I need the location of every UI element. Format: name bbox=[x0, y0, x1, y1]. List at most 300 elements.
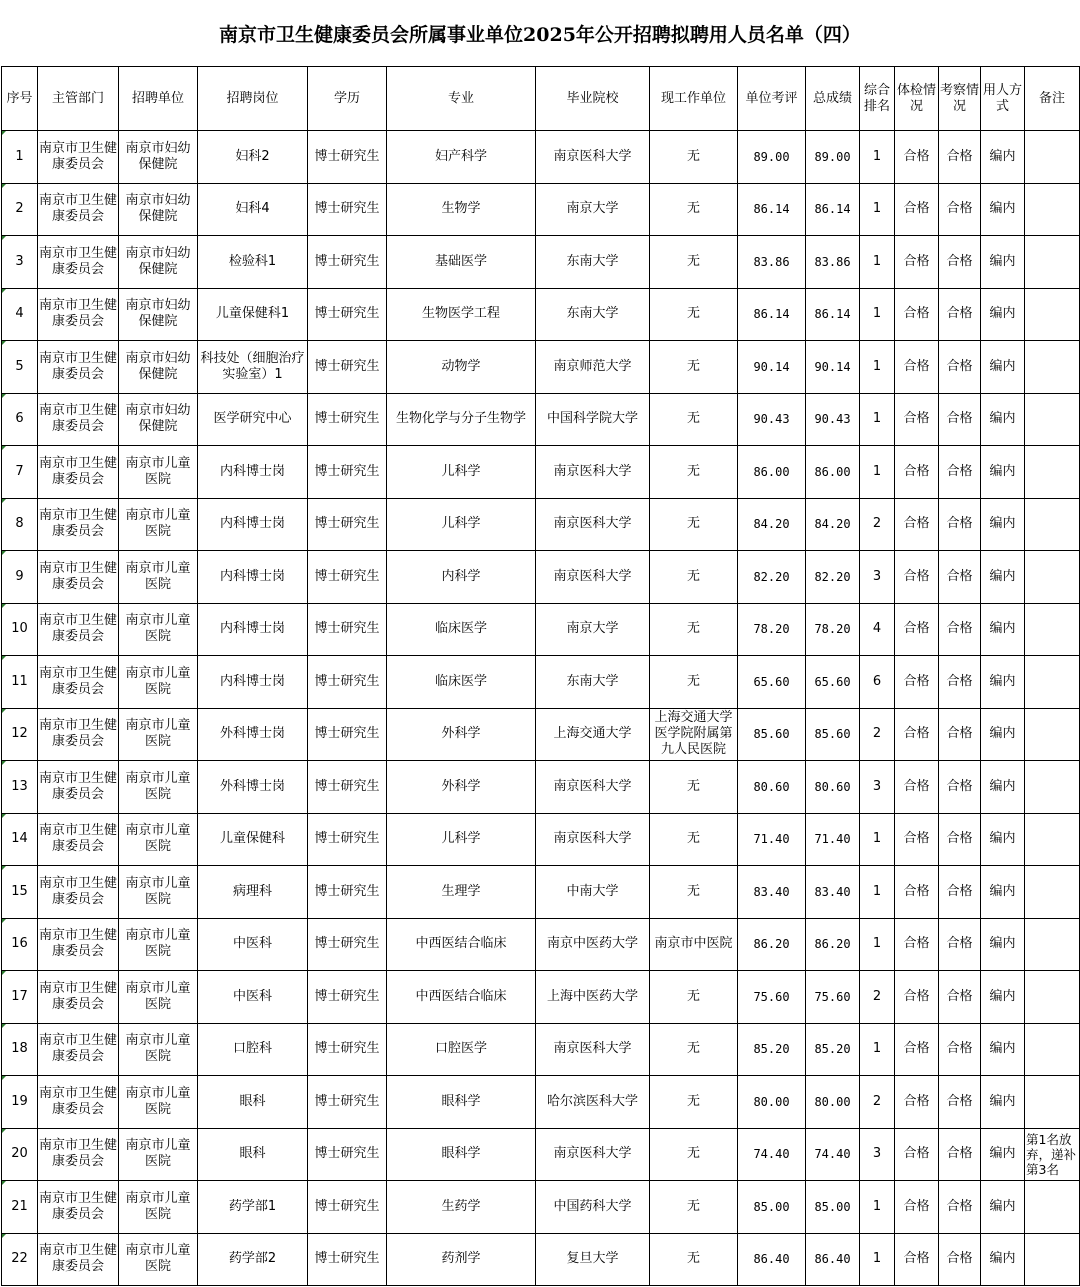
cell-school: 南京医科大学 bbox=[536, 498, 650, 551]
col-header-major: 专业 bbox=[387, 67, 536, 131]
cell-index: 4 bbox=[2, 288, 38, 341]
cell-school: 南京师范大学 bbox=[536, 341, 650, 394]
cell-major: 临床医学 bbox=[387, 656, 536, 709]
cell-major: 口腔医学 bbox=[387, 1023, 536, 1076]
cell-major: 生药学 bbox=[387, 1181, 536, 1234]
cell-unit-evaluation: 85.60 bbox=[738, 708, 806, 761]
cell-school: 中南大学 bbox=[536, 866, 650, 919]
cell-employer: 南京市儿童医院 bbox=[119, 551, 198, 604]
cell-inspection: 合格 bbox=[939, 971, 981, 1024]
cell-employer: 南京市妇幼保健院 bbox=[119, 393, 198, 446]
col-header-unit-evaluation: 单位考评 bbox=[738, 67, 806, 131]
cell-overall-rank: 1 bbox=[860, 1181, 895, 1234]
cell-index: 21 bbox=[2, 1181, 38, 1234]
cell-employment-type: 编内 bbox=[981, 603, 1025, 656]
cell-current-employer: 无 bbox=[650, 1023, 738, 1076]
cell-employer: 南京市妇幼保健院 bbox=[119, 288, 198, 341]
cell-index: 9 bbox=[2, 551, 38, 604]
cell-remarks bbox=[1025, 498, 1080, 551]
table-row bbox=[2, 288, 1080, 341]
cell-employment-type: 编内 bbox=[981, 498, 1025, 551]
cell-medical-check: 合格 bbox=[895, 236, 939, 289]
cell-school: 东南大学 bbox=[536, 656, 650, 709]
cell-position: 中医科 bbox=[198, 918, 308, 971]
cell-overall-rank: 6 bbox=[860, 656, 895, 709]
cell-unit-evaluation: 90.43 bbox=[738, 393, 806, 446]
cell-position: 眼科 bbox=[198, 1128, 308, 1181]
cell-degree: 博士研究生 bbox=[308, 288, 387, 341]
table-row bbox=[2, 656, 1080, 709]
col-header-department: 主管部门 bbox=[38, 67, 119, 131]
cell-degree: 博士研究生 bbox=[308, 1233, 387, 1286]
table-row bbox=[2, 918, 1080, 971]
col-header-index: 序号 bbox=[2, 67, 38, 131]
cell-employer: 南京市儿童医院 bbox=[119, 708, 198, 761]
cell-degree: 博士研究生 bbox=[308, 236, 387, 289]
cell-school: 南京大学 bbox=[536, 603, 650, 656]
cell-position: 内科博士岗 bbox=[198, 656, 308, 709]
cell-school: 南京中医药大学 bbox=[536, 918, 650, 971]
cell-medical-check: 合格 bbox=[895, 813, 939, 866]
cell-employment-type: 编内 bbox=[981, 131, 1025, 184]
cell-degree: 博士研究生 bbox=[308, 1181, 387, 1234]
cell-remarks bbox=[1025, 1181, 1080, 1234]
cell-employer: 南京市儿童医院 bbox=[119, 1233, 198, 1286]
recruitment-table bbox=[1, 66, 1080, 1286]
col-header-inspection: 考察情况 bbox=[939, 67, 981, 131]
cell-school: 南京医科大学 bbox=[536, 1128, 650, 1181]
cell-position: 内科博士岗 bbox=[198, 551, 308, 604]
cell-overall-rank: 1 bbox=[860, 813, 895, 866]
cell-employment-type: 编内 bbox=[981, 866, 1025, 919]
cell-employment-type: 编内 bbox=[981, 183, 1025, 236]
cell-department: 南京市卫生健康委员会 bbox=[38, 236, 119, 289]
cell-current-employer: 无 bbox=[650, 1076, 738, 1129]
cell-major: 儿科学 bbox=[387, 498, 536, 551]
cell-employment-type: 编内 bbox=[981, 708, 1025, 761]
cell-position: 中医科 bbox=[198, 971, 308, 1024]
cell-index: 19 bbox=[2, 1076, 38, 1129]
cell-employment-type: 编内 bbox=[981, 341, 1025, 394]
cell-department: 南京市卫生健康委员会 bbox=[38, 446, 119, 499]
cell-total-score: 86.20 bbox=[806, 918, 860, 971]
cell-unit-evaluation: 86.14 bbox=[738, 183, 806, 236]
cell-degree: 博士研究生 bbox=[308, 971, 387, 1024]
cell-current-employer: 无 bbox=[650, 656, 738, 709]
table-row bbox=[2, 603, 1080, 656]
cell-unit-evaluation: 75.60 bbox=[738, 971, 806, 1024]
cell-major: 中西医结合临床 bbox=[387, 918, 536, 971]
cell-current-employer: 无 bbox=[650, 183, 738, 236]
cell-medical-check: 合格 bbox=[895, 1023, 939, 1076]
cell-overall-rank: 1 bbox=[860, 183, 895, 236]
table-row bbox=[2, 236, 1080, 289]
cell-total-score: 83.40 bbox=[806, 866, 860, 919]
cell-school: 中国科学院大学 bbox=[536, 393, 650, 446]
cell-remarks bbox=[1025, 446, 1080, 499]
cell-department: 南京市卫生健康委员会 bbox=[38, 603, 119, 656]
cell-school: 复旦大学 bbox=[536, 1233, 650, 1286]
cell-department: 南京市卫生健康委员会 bbox=[38, 1023, 119, 1076]
cell-current-employer: 无 bbox=[650, 341, 738, 394]
cell-remarks bbox=[1025, 866, 1080, 919]
header-row bbox=[2, 67, 1080, 131]
cell-department: 南京市卫生健康委员会 bbox=[38, 761, 119, 814]
cell-total-score: 86.14 bbox=[806, 288, 860, 341]
col-header-total-score: 总成绩 bbox=[806, 67, 860, 131]
cell-overall-rank: 1 bbox=[860, 288, 895, 341]
cell-total-score: 75.60 bbox=[806, 971, 860, 1024]
table-row bbox=[2, 446, 1080, 499]
table-row bbox=[2, 708, 1080, 761]
cell-employer: 南京市儿童医院 bbox=[119, 1181, 198, 1234]
table-row bbox=[2, 498, 1080, 551]
cell-school: 南京医科大学 bbox=[536, 813, 650, 866]
cell-medical-check: 合格 bbox=[895, 918, 939, 971]
cell-major: 内科学 bbox=[387, 551, 536, 604]
cell-position: 医学研究中心 bbox=[198, 393, 308, 446]
cell-index: 17 bbox=[2, 971, 38, 1024]
cell-employment-type: 编内 bbox=[981, 761, 1025, 814]
cell-total-score: 86.14 bbox=[806, 183, 860, 236]
cell-school: 南京医科大学 bbox=[536, 446, 650, 499]
cell-overall-rank: 2 bbox=[860, 971, 895, 1024]
cell-current-employer: 无 bbox=[650, 971, 738, 1024]
cell-index: 18 bbox=[2, 1023, 38, 1076]
col-header-overall-rank: 综合排名 bbox=[860, 67, 895, 131]
cell-employer: 南京市儿童医院 bbox=[119, 971, 198, 1024]
cell-current-employer: 无 bbox=[650, 1128, 738, 1181]
cell-inspection: 合格 bbox=[939, 1181, 981, 1234]
cell-overall-rank: 2 bbox=[860, 708, 895, 761]
cell-unit-evaluation: 83.40 bbox=[738, 866, 806, 919]
cell-total-score: 85.60 bbox=[806, 708, 860, 761]
cell-degree: 博士研究生 bbox=[308, 918, 387, 971]
cell-total-score: 90.14 bbox=[806, 341, 860, 394]
cell-inspection: 合格 bbox=[939, 656, 981, 709]
cell-unit-evaluation: 89.00 bbox=[738, 131, 806, 184]
col-header-employer: 招聘单位 bbox=[119, 67, 198, 131]
cell-employer: 南京市儿童医院 bbox=[119, 918, 198, 971]
cell-major: 基础医学 bbox=[387, 236, 536, 289]
cell-position: 科技处（细胞治疗实验室）1 bbox=[198, 341, 308, 394]
cell-position: 内科博士岗 bbox=[198, 446, 308, 499]
cell-medical-check: 合格 bbox=[895, 551, 939, 604]
cell-index: 14 bbox=[2, 813, 38, 866]
cell-medical-check: 合格 bbox=[895, 183, 939, 236]
cell-major: 临床医学 bbox=[387, 603, 536, 656]
cell-department: 南京市卫生健康委员会 bbox=[38, 288, 119, 341]
page-title: 南京市卫生健康委员会所属事业单位2025年公开招聘拟聘用人员名单（四） bbox=[219, 23, 861, 46]
cell-overall-rank: 2 bbox=[860, 498, 895, 551]
cell-degree: 博士研究生 bbox=[308, 1023, 387, 1076]
cell-remarks: 第1名放弃，递补第3名 bbox=[1025, 1128, 1080, 1181]
cell-medical-check: 合格 bbox=[895, 341, 939, 394]
cell-current-employer: 无 bbox=[650, 498, 738, 551]
cell-position: 口腔科 bbox=[198, 1023, 308, 1076]
cell-total-score: 80.00 bbox=[806, 1076, 860, 1129]
cell-degree: 博士研究生 bbox=[308, 813, 387, 866]
cell-employment-type: 编内 bbox=[981, 288, 1025, 341]
cell-remarks bbox=[1025, 813, 1080, 866]
cell-employment-type: 编内 bbox=[981, 1233, 1025, 1286]
cell-overall-rank: 1 bbox=[860, 866, 895, 919]
cell-index: 11 bbox=[2, 656, 38, 709]
cell-inspection: 合格 bbox=[939, 341, 981, 394]
cell-school: 上海中医药大学 bbox=[536, 971, 650, 1024]
cell-department: 南京市卫生健康委员会 bbox=[38, 866, 119, 919]
cell-department: 南京市卫生健康委员会 bbox=[38, 183, 119, 236]
cell-school: 南京医科大学 bbox=[536, 761, 650, 814]
cell-current-employer: 无 bbox=[650, 603, 738, 656]
cell-position: 内科博士岗 bbox=[198, 603, 308, 656]
cell-department: 南京市卫生健康委员会 bbox=[38, 393, 119, 446]
cell-employment-type: 编内 bbox=[981, 393, 1025, 446]
cell-current-employer: 无 bbox=[650, 288, 738, 341]
cell-medical-check: 合格 bbox=[895, 603, 939, 656]
cell-department: 南京市卫生健康委员会 bbox=[38, 813, 119, 866]
cell-employment-type: 编内 bbox=[981, 813, 1025, 866]
cell-employment-type: 编内 bbox=[981, 446, 1025, 499]
table-row bbox=[2, 1023, 1080, 1076]
cell-index: 7 bbox=[2, 446, 38, 499]
cell-current-employer: 无 bbox=[650, 236, 738, 289]
cell-overall-rank: 4 bbox=[860, 603, 895, 656]
cell-department: 南京市卫生健康委员会 bbox=[38, 551, 119, 604]
cell-unit-evaluation: 84.20 bbox=[738, 498, 806, 551]
cell-employer: 南京市儿童医院 bbox=[119, 498, 198, 551]
cell-unit-evaluation: 85.20 bbox=[738, 1023, 806, 1076]
cell-index: 15 bbox=[2, 866, 38, 919]
cell-medical-check: 合格 bbox=[895, 446, 939, 499]
cell-school: 南京大学 bbox=[536, 183, 650, 236]
cell-index: 3 bbox=[2, 236, 38, 289]
cell-degree: 博士研究生 bbox=[308, 708, 387, 761]
cell-school: 南京医科大学 bbox=[536, 1023, 650, 1076]
cell-index: 13 bbox=[2, 761, 38, 814]
cell-degree: 博士研究生 bbox=[308, 866, 387, 919]
cell-inspection: 合格 bbox=[939, 918, 981, 971]
cell-employer: 南京市儿童医院 bbox=[119, 603, 198, 656]
cell-major: 外科学 bbox=[387, 708, 536, 761]
cell-degree: 博士研究生 bbox=[308, 446, 387, 499]
cell-index: 1 bbox=[2, 131, 38, 184]
cell-total-score: 84.20 bbox=[806, 498, 860, 551]
cell-inspection: 合格 bbox=[939, 446, 981, 499]
cell-position: 外科博士岗 bbox=[198, 708, 308, 761]
cell-school: 东南大学 bbox=[536, 288, 650, 341]
cell-department: 南京市卫生健康委员会 bbox=[38, 1181, 119, 1234]
cell-overall-rank: 1 bbox=[860, 341, 895, 394]
cell-school: 中国药科大学 bbox=[536, 1181, 650, 1234]
cell-degree: 博士研究生 bbox=[308, 761, 387, 814]
cell-total-score: 85.00 bbox=[806, 1181, 860, 1234]
cell-department: 南京市卫生健康委员会 bbox=[38, 708, 119, 761]
cell-total-score: 89.00 bbox=[806, 131, 860, 184]
cell-medical-check: 合格 bbox=[895, 1181, 939, 1234]
cell-medical-check: 合格 bbox=[895, 1233, 939, 1286]
cell-department: 南京市卫生健康委员会 bbox=[38, 971, 119, 1024]
cell-current-employer: 无 bbox=[650, 131, 738, 184]
table-row bbox=[2, 1233, 1080, 1286]
cell-degree: 博士研究生 bbox=[308, 551, 387, 604]
cell-degree: 博士研究生 bbox=[308, 183, 387, 236]
table-row bbox=[2, 866, 1080, 919]
cell-department: 南京市卫生健康委员会 bbox=[38, 341, 119, 394]
col-header-degree: 学历 bbox=[308, 67, 387, 131]
table-row bbox=[2, 1181, 1080, 1234]
cell-major: 儿科学 bbox=[387, 813, 536, 866]
cell-position: 妇科2 bbox=[198, 131, 308, 184]
cell-position: 药学部2 bbox=[198, 1233, 308, 1286]
cell-employer: 南京市儿童医院 bbox=[119, 656, 198, 709]
cell-current-employer: 上海交通大学医学院附属第九人民医院 bbox=[650, 708, 738, 761]
cell-employer: 南京市儿童医院 bbox=[119, 1076, 198, 1129]
cell-position: 检验科1 bbox=[198, 236, 308, 289]
cell-position: 内科博士岗 bbox=[198, 498, 308, 551]
cell-remarks bbox=[1025, 236, 1080, 289]
cell-remarks bbox=[1025, 131, 1080, 184]
cell-inspection: 合格 bbox=[939, 708, 981, 761]
cell-total-score: 74.40 bbox=[806, 1128, 860, 1181]
cell-overall-rank: 1 bbox=[860, 1023, 895, 1076]
cell-total-score: 86.00 bbox=[806, 446, 860, 499]
cell-department: 南京市卫生健康委员会 bbox=[38, 1128, 119, 1181]
cell-remarks bbox=[1025, 1023, 1080, 1076]
cell-current-employer: 无 bbox=[650, 551, 738, 604]
cell-inspection: 合格 bbox=[939, 761, 981, 814]
cell-employment-type: 编内 bbox=[981, 918, 1025, 971]
cell-degree: 博士研究生 bbox=[308, 498, 387, 551]
cell-remarks bbox=[1025, 183, 1080, 236]
cell-unit-evaluation: 86.00 bbox=[738, 446, 806, 499]
cell-department: 南京市卫生健康委员会 bbox=[38, 1076, 119, 1129]
cell-position: 眼科 bbox=[198, 1076, 308, 1129]
cell-overall-rank: 1 bbox=[860, 131, 895, 184]
cell-department: 南京市卫生健康委员会 bbox=[38, 131, 119, 184]
cell-current-employer: 无 bbox=[650, 813, 738, 866]
cell-school: 东南大学 bbox=[536, 236, 650, 289]
cell-school: 南京医科大学 bbox=[536, 131, 650, 184]
cell-major: 妇产科学 bbox=[387, 131, 536, 184]
cell-remarks bbox=[1025, 393, 1080, 446]
cell-inspection: 合格 bbox=[939, 1128, 981, 1181]
cell-remarks bbox=[1025, 551, 1080, 604]
cell-medical-check: 合格 bbox=[895, 971, 939, 1024]
table-row bbox=[2, 971, 1080, 1024]
cell-position: 外科博士岗 bbox=[198, 761, 308, 814]
cell-employment-type: 编内 bbox=[981, 236, 1025, 289]
cell-total-score: 90.43 bbox=[806, 393, 860, 446]
cell-medical-check: 合格 bbox=[895, 393, 939, 446]
cell-total-score: 65.60 bbox=[806, 656, 860, 709]
col-header-school: 毕业院校 bbox=[536, 67, 650, 131]
cell-degree: 博士研究生 bbox=[308, 131, 387, 184]
cell-overall-rank: 3 bbox=[860, 1128, 895, 1181]
col-header-position: 招聘岗位 bbox=[198, 67, 308, 131]
cell-remarks bbox=[1025, 918, 1080, 971]
cell-index: 5 bbox=[2, 341, 38, 394]
cell-employment-type: 编内 bbox=[981, 551, 1025, 604]
cell-unit-evaluation: 71.40 bbox=[738, 813, 806, 866]
col-header-current-employer: 现工作单位 bbox=[650, 67, 738, 131]
col-header-remarks: 备注 bbox=[1025, 67, 1080, 131]
table-row bbox=[2, 131, 1080, 184]
cell-major: 中西医结合临床 bbox=[387, 971, 536, 1024]
cell-overall-rank: 2 bbox=[860, 1076, 895, 1129]
cell-current-employer: 无 bbox=[650, 1233, 738, 1286]
cell-medical-check: 合格 bbox=[895, 1076, 939, 1129]
cell-inspection: 合格 bbox=[939, 813, 981, 866]
cell-medical-check: 合格 bbox=[895, 131, 939, 184]
cell-major: 生物学 bbox=[387, 183, 536, 236]
col-header-medical-check: 体检情况 bbox=[895, 67, 939, 131]
cell-overall-rank: 1 bbox=[860, 236, 895, 289]
cell-remarks bbox=[1025, 603, 1080, 656]
cell-medical-check: 合格 bbox=[895, 498, 939, 551]
cell-index: 22 bbox=[2, 1233, 38, 1286]
cell-inspection: 合格 bbox=[939, 551, 981, 604]
cell-position: 儿童保健科 bbox=[198, 813, 308, 866]
cell-major: 药剂学 bbox=[387, 1233, 536, 1286]
cell-employer: 南京市儿童医院 bbox=[119, 761, 198, 814]
cell-employer: 南京市儿童医院 bbox=[119, 446, 198, 499]
cell-remarks bbox=[1025, 1076, 1080, 1129]
cell-current-employer: 无 bbox=[650, 446, 738, 499]
cell-overall-rank: 3 bbox=[860, 551, 895, 604]
cell-employment-type: 编内 bbox=[981, 1128, 1025, 1181]
cell-remarks bbox=[1025, 971, 1080, 1024]
cell-employer: 南京市儿童医院 bbox=[119, 1128, 198, 1181]
cell-employer: 南京市妇幼保健院 bbox=[119, 183, 198, 236]
cell-degree: 博士研究生 bbox=[308, 1076, 387, 1129]
cell-inspection: 合格 bbox=[939, 1076, 981, 1129]
cell-inspection: 合格 bbox=[939, 1233, 981, 1286]
cell-school: 哈尔滨医科大学 bbox=[536, 1076, 650, 1129]
cell-employment-type: 编内 bbox=[981, 1181, 1025, 1234]
cell-overall-rank: 1 bbox=[860, 1233, 895, 1286]
cell-inspection: 合格 bbox=[939, 183, 981, 236]
cell-unit-evaluation: 80.60 bbox=[738, 761, 806, 814]
cell-total-score: 80.60 bbox=[806, 761, 860, 814]
cell-school: 南京医科大学 bbox=[536, 551, 650, 604]
cell-employer: 南京市妇幼保健院 bbox=[119, 341, 198, 394]
table-row bbox=[2, 341, 1080, 394]
table-row bbox=[2, 1076, 1080, 1129]
cell-inspection: 合格 bbox=[939, 393, 981, 446]
cell-medical-check: 合格 bbox=[895, 866, 939, 919]
cell-index: 20 bbox=[2, 1128, 38, 1181]
cell-unit-evaluation: 86.14 bbox=[738, 288, 806, 341]
cell-unit-evaluation: 78.20 bbox=[738, 603, 806, 656]
cell-remarks bbox=[1025, 708, 1080, 761]
cell-employment-type: 编内 bbox=[981, 656, 1025, 709]
cell-employer: 南京市儿童医院 bbox=[119, 1023, 198, 1076]
cell-current-employer: 无 bbox=[650, 866, 738, 919]
cell-major: 生理学 bbox=[387, 866, 536, 919]
cell-unit-evaluation: 74.40 bbox=[738, 1128, 806, 1181]
cell-unit-evaluation: 65.60 bbox=[738, 656, 806, 709]
cell-department: 南京市卫生健康委员会 bbox=[38, 498, 119, 551]
cell-current-employer: 无 bbox=[650, 1181, 738, 1234]
cell-medical-check: 合格 bbox=[895, 656, 939, 709]
cell-total-score: 83.86 bbox=[806, 236, 860, 289]
cell-index: 12 bbox=[2, 708, 38, 761]
cell-inspection: 合格 bbox=[939, 498, 981, 551]
cell-unit-evaluation: 86.20 bbox=[738, 918, 806, 971]
cell-index: 2 bbox=[2, 183, 38, 236]
cell-remarks bbox=[1025, 288, 1080, 341]
